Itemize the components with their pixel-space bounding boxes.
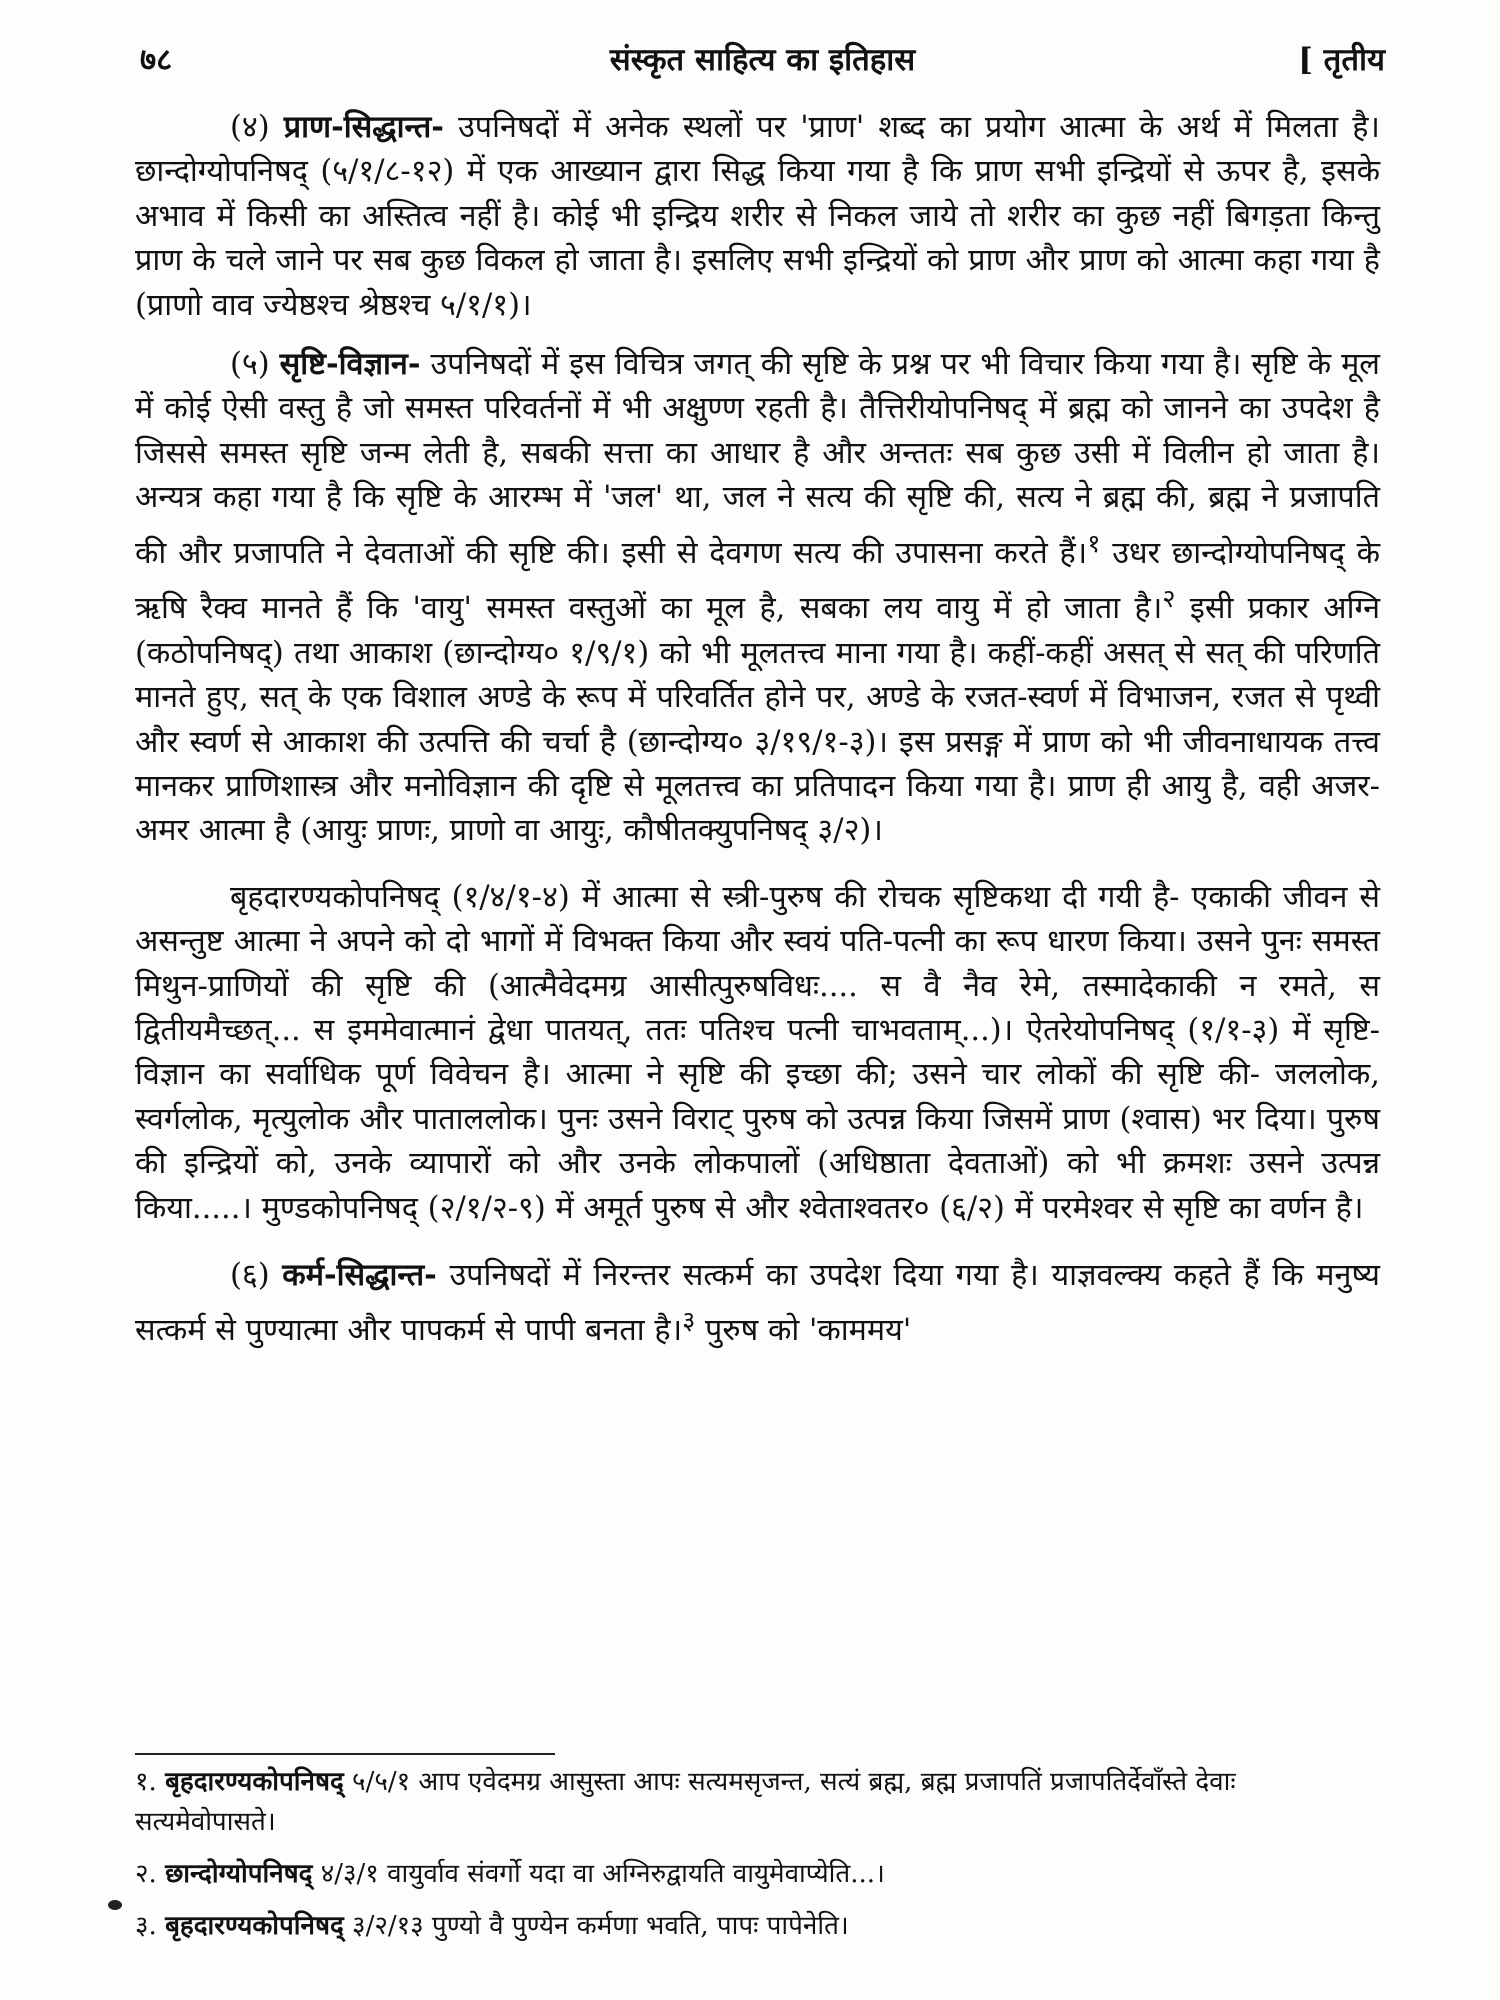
paragraph-text: बृहदारण्यकोपनिषद् (१/४/१-४) में आत्मा से स्त्री-पुरुष की रोचक सृष्टिकथा दी गयी है- एकाकी जीवन से असन्तुष्ट आत्मा ने अपने को दो भागों में विभक्त किया और स्वयं पति-पत्नी का रूप धारण किया। उसने पुनः समस्त मिथुन-प्राणियों की सृष्टि की (आत्मैवेदमग्र आसीत्पुरुषविधः.... स वै नैव रेमे, तस्मादेकाकी न रमते, स द्वितीयमैच्छत्... स इममेवात्मानं द्वेधा पातयत्, ततः पतिश्च पत्नी चाभवताम्...)। ऐतरेयोपनिषद् (१/१-३) में सृष्टि-विज्ञान का सर्वाधिक पूर्ण विवेचन है। आत्मा ने सृष्टि की इच्छा की; उसने चार लोकों की सृष्टि की- जललोक, स्वर्गलोक, मृत्युलोक और पाताललोक। पुनः उसने विराट् पुरुष को उत्पन्न किया जिसमें प्राण (श्वास) भर दिया। पुरुष की इन्द्रियों को, उनके व्यापारों को और उनके लोकपालों (अधिष्ठाता देवताओं) को भी क्रमशः उसने उत्पन्न किया.....। मुण्डकोपनिषद् (२/१/२-९) में अमूर्त पुरुष से और श्वेताश्वतर० (६/२) में परमेश्वर से सृष्टि का वर्णन है। [135,879,1380,1226]
paragraph-text: उपनिषदों में इस विचित्र जगत् की सृष्टि के प्रश्न पर भी विचार किया गया है। सृष्टि के मूल में कोई ऐसी वस्तु है जो समस्त परिवर्तनों में भी अक्षुण्ण रहती है। तैत्तिरीयोपनिषद् में ब्रह्म को जानने का उपदेश है जिससे समस्त सृष्टि जन्म लेती है, सबकी सत्ता का आधार है और अन्ततः सब कुछ उसी में विलीन हो जाता है। अन्यत्र कहा गया है कि सृष्टि के आरम्भ में 'जल' था, जल ने सत्य की सृष्टि की, सत्य ने ब्रह्म की, ब्रह्म ने प्रजापति की और प्रजापति ने देवताओं की सृष्टि की। इसी से देवगण सत्य की उपासना करते हैं। [135,347,1380,571]
section-heading: प्राण-सिद्धान्त- [283,109,444,145]
footnote-source: बृहदारण्यकोपनिषद् [165,1767,344,1797]
section-label: [ तृतीय [1298,42,1385,78]
footnote-ref: ३ [682,1305,696,1336]
main-text [135,105,1380,1354]
paragraph-brihadaranyaka [135,876,1380,1231]
section-heading: सृष्टि-विज्ञान- [279,346,421,383]
paragraph-text: उपनिषदों में निरन्तर सत्कर्म का उपदेश दिया गया है। याज्ञवल्क्य कहते हैं कि मनुष्य सत्कर्म से पुण्यात्मा और पापकर्म से पापी बनता है। [135,1258,1380,1349]
paragraph-karma [135,1253,1380,1354]
paragraph-number: (४) [230,110,270,145]
section-heading: कर्म-सिद्धान्त- [282,1257,437,1294]
footnote-text: ४/३/१ वायुर्वाव संवर्गो यदा वा अग्निरुद्वायति वायुमेवाप्येति...। [312,1859,885,1889]
footnote-divider [135,1753,555,1755]
footnote-source: बृहदारण्यकोपनिषद् [165,1911,344,1941]
footnote [135,1906,1380,1946]
footnote-ref: १ [1087,527,1101,558]
paragraph-text: इसी प्रकार अग्नि (कठोपनिषद्) तथा आकाश (छान्दोग्य० १/९/१) को भी मूलतत्त्व माना गया है। कहीं-कहीं असत् से सत् की परिणति मानते हुए, सत् के एक विशाल अण्डे के रूप में परिवर्तित होने पर, अण्डे के रजत-स्वर्ण में विभाजन, रजत से पृथ्वी और स्वर्ण से आकाश की उत्पत्ति की चर्चा है (छान्दोग्य० ३/१९/१-३)। इस प्रसङ्ग में प्राण को भी जीवनाधायक तत्त्व मानकर प्राणिशास्त्र और मनोविज्ञान की दृष्टि से मूलतत्त्व का प्रतिपादन किया गया है। प्राण ही आयु है, वही अजर-अमर आत्मा है (आयुः प्राणः, प्राणो वा आयुः, कौषीतक्युपनिषद् ३/२)। [135,591,1380,849]
paragraph-text: पुरुष को 'काममय' [695,1313,912,1349]
running-header [140,30,1385,90]
footnote-text: ५/५/१ आप एवेदमग्र आसुस्ता आपः सत्यमसृजन्त, सत्यं ब्रह्म, ब्रह्म प्रजापतिं प्रजापतिर्देवाँस्ते देवाः सत्यमेवोपासते। [135,1767,1236,1837]
paragraph-number: (६) [230,1258,270,1294]
footnote-source: छान्दोग्योपनिषद् [165,1859,313,1889]
paragraph-number: (५) [230,347,270,383]
paragraph-srishti [135,342,1380,854]
paragraph-text: उधर छान्दोग्योपनिषद् के ऋषि रैक्व मानते हैं कि 'वायु' समस्त वस्तुओं का मूल है, सबका लय वायु में हो जाता है। [135,535,1381,627]
footnote-number: ३. [135,1911,157,1941]
footnote-ref: २ [1162,583,1176,614]
ink-blot [108,1900,122,1910]
book-title: संस्कृत साहित्य का इतिहास [609,42,916,78]
footnote [135,1762,1380,1842]
footnote-number: २. [135,1859,157,1889]
footnote-number: १. [135,1767,157,1797]
footnote-text: ३/२/१३ पुण्यो वै पुण्येन कर्मणा भवति, पापः पापेनेति। [343,1911,849,1941]
footnotes [135,1762,1380,1946]
page-number: ७८ [140,42,173,78]
paragraph-text: उपनिषदों में अनेक स्थलों पर 'प्राण' शब्द का प्रयोग आत्मा के अर्थ में मिलता है। छान्दोग्योपनिषद् (५/१/८-१२) में एक आख्यान द्वारा सिद्ध किया गया है कि प्राण सभी इन्द्रियों से ऊपर है, इसके अभाव में किसी का अस्तित्व नहीं है। कोई भी इन्द्रिय शरीर से निकल जाये तो शरीर का कुछ नहीं बिगड़ता किन्तु प्राण के चले जाने पर सब कुछ विकल हो जाता है। इसलिए सभी इन्द्रियों को प्राण और प्राण को आत्मा कहा गया है (प्राणो वाव ज्येष्ठश्च श्रेष्ठश्च ५/१/१)। [135,110,1380,323]
paragraph-prana [135,105,1380,328]
footnote [135,1854,1380,1894]
